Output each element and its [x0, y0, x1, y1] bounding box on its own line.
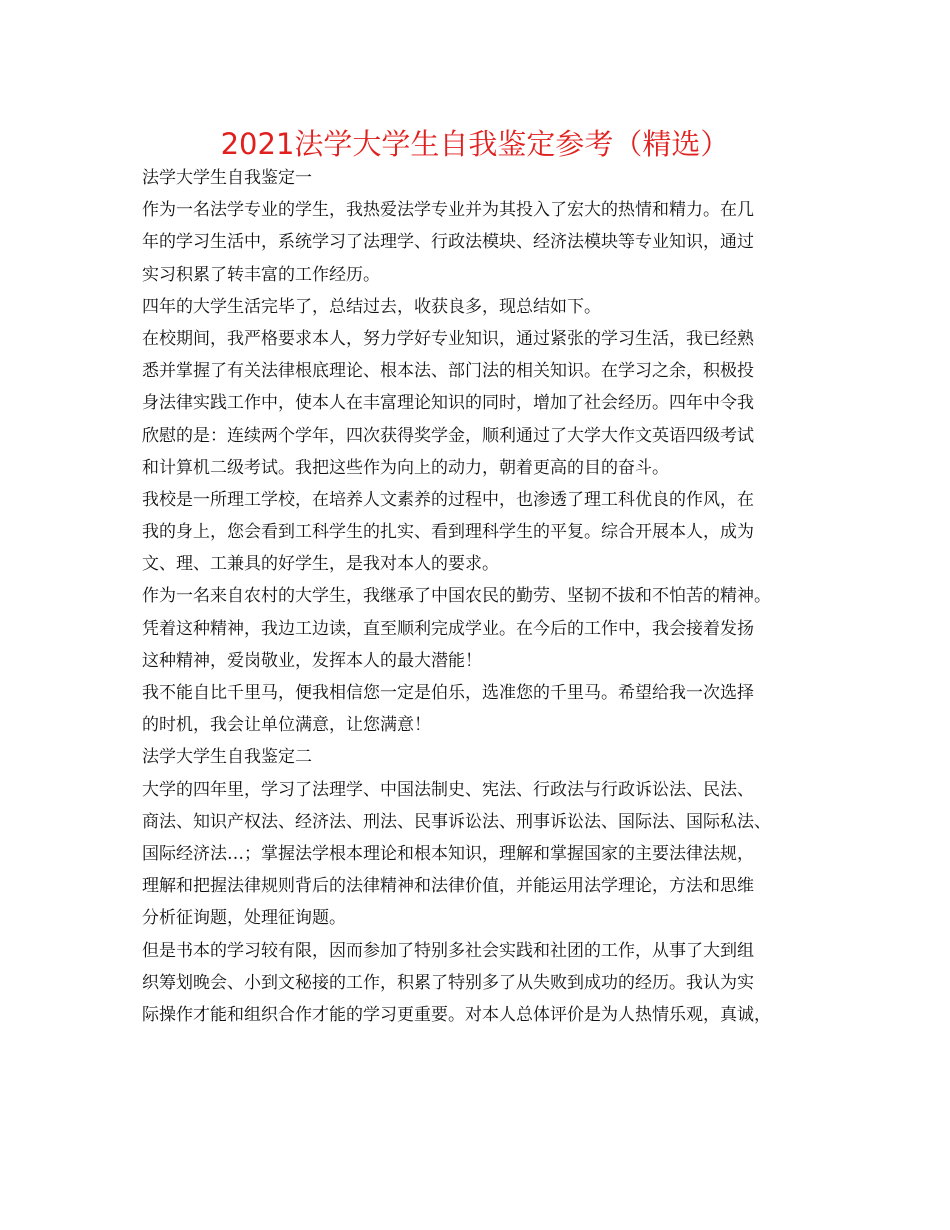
paragraph-line: 年的学习生活中，系统学习了法理学、行政法模块、经济法模块等专业知识，通过 — [142, 232, 754, 253]
paragraph-line: 我的身上，您会看到工科学生的扎实、看到理科学生的平复。综合开展本人，成为 — [142, 522, 754, 543]
paragraph-line: 凭着这种精神，我边工边读，直至顺利完成学业。在今后的工作中，我会接着发扬 — [142, 618, 754, 639]
document-title: 2021法学大学生自我鉴定参考（精选） — [220, 127, 730, 161]
paragraph-line: 作为一名法学专业的学生，我热爱法学专业并为其投入了宏大的热情和精力。在几 — [142, 200, 754, 221]
paragraph-line: 悉并掌握了有关法律根底理论、根本法、部门法的相关知识。在学习之余，积极投 — [142, 361, 754, 382]
paragraph-line: 文、理、工兼具的好学生，是我对本人的要求。 — [142, 554, 499, 575]
paragraph-line: 身法律实践工作中，使本人在丰富理论知识的同时，增加了社会经历。四年中令我 — [142, 393, 754, 414]
paragraph-line: 商法、知识产权法、经济法、刑法、民事诉讼法、刑事诉讼法、国际法、国际私法、 — [142, 811, 771, 832]
paragraph-line: 但是书本的学习较有限，因而参加了特别多社会实践和社团的工作，从事了大到组 — [142, 940, 754, 961]
paragraph-line: 在校期间，我严格要求本人，努力学好专业知识，通过紧张的学习生活，我已经熟 — [142, 328, 754, 349]
paragraph-line: 我校是一所理工学校，在培养人文素养的过程中，也渗透了理工科优良的作风，在 — [142, 489, 754, 510]
paragraph-line: 国际经济法…；掌握法学根本理论和根本知识，理解和掌握国家的主要法律法规， — [142, 843, 754, 864]
paragraph-line: 的时机，我会让单位满意，让您满意！ — [142, 715, 431, 736]
paragraph-line: 我不能自比千里马，便我相信您一定是伯乐，选准您的千里马。希望给我一次选择 — [142, 683, 754, 703]
document-body — [142, 162, 832, 1031]
paragraph-line: 际操作才能和组织合作才能的学习更重要。对本人总体评价是为人热情乐观，真诚， — [142, 1004, 771, 1025]
section-heading: 法学大学生自我鉴定一 — [142, 168, 312, 188]
paragraph-line: 理解和把握法律规则背后的法律精神和法律价值，并能运用法学理论，方法和思维 — [142, 876, 754, 897]
section-heading: 法学大学生自我鉴定二 — [142, 747, 312, 768]
paragraph-line: 分析征询题，处理征询题。 — [142, 908, 346, 929]
paragraph-line: 织筹划晚会、小到文秘接的工作，积累了特别多了从失败到成功的经历。我认为实 — [142, 972, 754, 993]
paragraph-line: 欣慰的是：连续两个学年，四次获得奖学金，顺利通过了大学大作文英语四级考试 — [142, 425, 754, 446]
paragraph-line: 作为一名来自农村的大学生，我继承了中国农民的勤劳、坚韧不拔和不怕苦的精神。 — [142, 586, 771, 607]
paragraph-line: 这种精神，爱岗敬业，发挥本人的最大潜能！ — [142, 650, 482, 671]
paragraph-line: 和计算机二级考试。我把这些作为向上的动力，朝着更高的目的奋斗。 — [142, 457, 669, 478]
paragraph-line: 四年的大学生活完毕了，总结过去，收获良多，现总结如下。 — [142, 296, 601, 317]
paragraph-line: 大学的四年里，学习了法理学、中国法制史、宪法、行政法与行政诉讼法、民法、 — [142, 779, 754, 800]
paragraph-line: 实习积累了转丰富的工作经历。 — [142, 264, 380, 285]
